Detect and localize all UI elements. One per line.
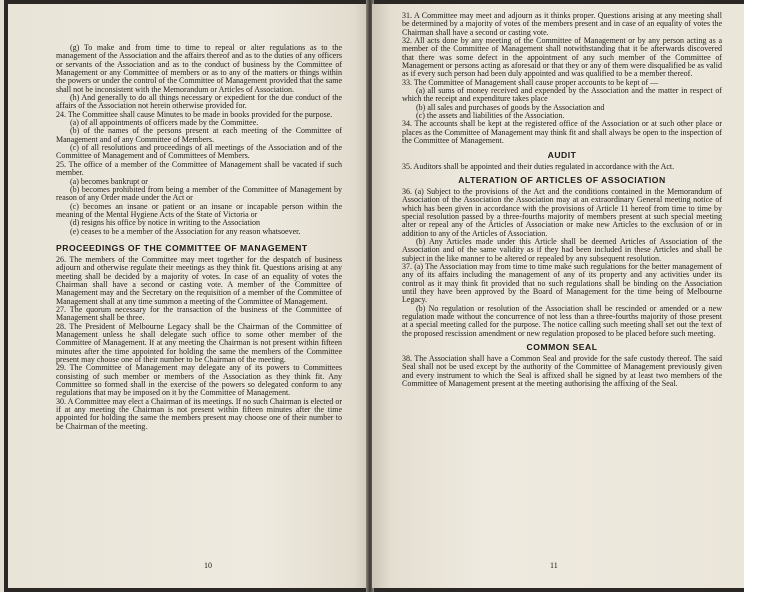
page-edge-right	[744, 0, 765, 592]
common-seal-text	[402, 355, 722, 388]
paragraph: 36. (a) Subject to the provisions of the Act and the conditions contained in the Memorandum of Association of the Association the Association may at an extraordinary General meeting notice of which has been given in accordance with the provisions of Article 11 hereof from time to time by special resolution passed by a three-fourths majority of members present at such special meeting alter or repeal any of the Articles of Association or make new Articles to the exclusion of or in addition to any of the Articles of Association.	[402, 186, 722, 238]
paragraph: 25. The office of a member of the Committee of Management shall be vacated if such member.	[56, 159, 342, 178]
left-page	[8, 4, 368, 588]
paragraph: (b) of the names of the persons present at each meeting of the Committee of Management and of any Committee of Members.	[56, 126, 342, 144]
page-edge-left	[0, 0, 4, 592]
paragraph: 30. A Committee may elect a Chairman of its meetings. If no such Chairman is elected or if at any meeting the Chairman is not present within fifteen minutes after the time appointed for holding the same the members present may choose one of their number to be Chairman of the meeting.	[56, 396, 342, 431]
paragraph: 29. The Committee of Management may delegate any of its powers to Committees consisting of such member or members of the Association as they think fit. Any Committee so formed shall in the exercise of the powers so delegated conform to any regulations that may be imposed on it by the Committee of Management.	[56, 363, 342, 398]
paragraph: 27. The quorum necessary for the transaction of the business of the Committee of Management shall be three.	[56, 304, 342, 323]
right-text-block-1	[402, 12, 722, 146]
paragraph: (b) all sales and purchases of goods by the Association and	[416, 102, 605, 112]
paragraph: (e) ceases to be a member of the Association for any reason whatsoever.	[70, 226, 301, 236]
audit-text	[402, 163, 722, 171]
paragraph: 24. The Committee shall cause Minutes to be made in books provided for the purpose.	[56, 109, 333, 119]
alteration-heading: ALTERATION OF ARTICLES OF ASSOCIATION	[458, 174, 666, 185]
right-page	[372, 4, 744, 588]
paragraph: (b) Any Articles made under this Article shall be deemed Articles of Association of the Association and of the same validity as if they had been included in these Articles and shall be subject in the like manner to be altered or repealed by any subsequent resolution.	[402, 236, 722, 263]
left-text-block-2	[56, 256, 342, 431]
paragraph: 32. All acts done by any meeting of the Committee of Management or by any person acting as a member of the Committee of Management shall notwithstanding that it be afterwards discovered that there was some defect in the appointment of any such member of the Committee of Management or persons acting as aforesaid or that they or any of them were disqualified be as valid as if every such person had been duly appointed and was qualified to be a member thereof.	[402, 36, 722, 79]
paragraph: 38. The Association shall have a Common Seal and provide for the safe custody thereof. The said Seal shall not be used except by the authority of the Committee of Management previously given and every instrument to which the Seal is affixed shall be signed by at least two members of the Committee of Management present at the meeting authorising the affixing of the Seal.	[402, 354, 722, 389]
proceedings-heading: PROCEEDINGS OF THE COMMITTEE OF MANAGEMENT	[56, 242, 308, 253]
left-text-block-1	[56, 44, 342, 236]
paragraph: 26. The members of the Committee may meet together for the despatch of business adjourn and otherwise regulate their meetings as they think fit. Questions arising at any meeting shall be decided by a majority of votes. In case of an equality of votes the Chairman shall have a second or casting vote. A member of the Committee of Management may and the Secretary on the requisition of a member of the Committee of Management shall at any time summon a meeting of the Committee of Management.	[56, 254, 342, 306]
paragraph: (c) of all resolutions and proceedings of all meetings of the Association and of the Committee of Management and of Committees of Members.	[56, 143, 342, 161]
paragraph: (c) becomes an insane or patient or an insane or incapable person within the meaning of the Mental Hygiene Acts of the State of Victoria or	[56, 201, 342, 219]
page-number-left: 10	[204, 561, 212, 570]
page-number-right: 11	[550, 561, 558, 570]
paragraph: (c) the assets and liabilities of the Association.	[416, 111, 565, 121]
paragraph: 33. The Committee of Management shall cause proper accounts to be kept of —	[402, 77, 659, 87]
paragraph: (a) of all appointments of officers made by the Committee.	[70, 118, 259, 128]
common-seal-heading: COMMON SEAL	[526, 342, 598, 353]
paragraph: 37. (a) The Association may from time to time make such regulations for the better management of any of its affairs including the management of any of its property and any activities under its control as it may think fit provided that no such regulations shall be binding on the Association until they have been approved by the Board of Management for the time being of Melbourne Legacy.	[402, 261, 722, 305]
paragraph: (g) To make and from time to time to repeal or alter regulations as to the management of the Association and the affairs thereof and as to the duties of any officers or servants of the Association and as to the conduct of business by the Committee of Management or any Committee of members or as to any of the matters or things within the powers or under the control of the Committee of Management provided that the same shall not be inconsistent with the Memorandum or Articles of Association.	[56, 43, 342, 94]
paragraph: 34. The accounts shall be kept at the registered office of the Association or at such other place or places as the Committee of Management may think fit and shall always be open to the inspection of the Committee of Management.	[402, 119, 722, 146]
paragraph: (a) all sums of money received and expended by the Association and the matter in respect of which the receipt and expenditure takes place	[402, 86, 722, 104]
paragraph: (a) becomes bankrupt or	[70, 176, 148, 186]
paragraph: (h) And generally to do all things necessary or expedient for the due conduct of the affairs of the Association not herein otherwise provided for.	[56, 93, 342, 111]
paragraph: (d) resigns his office by notice in writing to the Association	[70, 218, 261, 228]
paragraph: (b) becomes prohibited from being a member of the Committee of Management by reason of any Order made under the Act or	[56, 184, 342, 203]
audit-heading: AUDIT	[547, 149, 577, 160]
paragraph: (b) No regulation or resolution of the Association shall be rescinded or amended or a new regulation made without the concurrence of not less than a three-fourths majority of those present at a special meeting called for the purpose. The notice calling such meeting shall set out the text of the proposed rescission amendment or new regulation proposed to be placed before such meeting.	[402, 303, 722, 338]
paragraph: 35. Auditors shall be appointed and their duties regulated in accordance with the Act.	[402, 161, 675, 171]
paragraph: 28. The President of Melbourne Legacy shall be the Chairman of the Committee of Management unless he shall delegate such office to some other member of the Committee of Management. If at any meeting the Chairman is not present within fifteen minutes after the time appointed for holding the same the members of the Committee present may choose one of their number to be Chairman of the meeting.	[56, 321, 342, 365]
alteration-text	[402, 188, 722, 338]
paragraph: 31. A Committee may meet and adjourn as it thinks proper. Questions arising at any meeting shall be determined by a majority of votes of the members present and in case of an equality of votes the Chairman shall have a second or casting vote.	[402, 11, 722, 37]
